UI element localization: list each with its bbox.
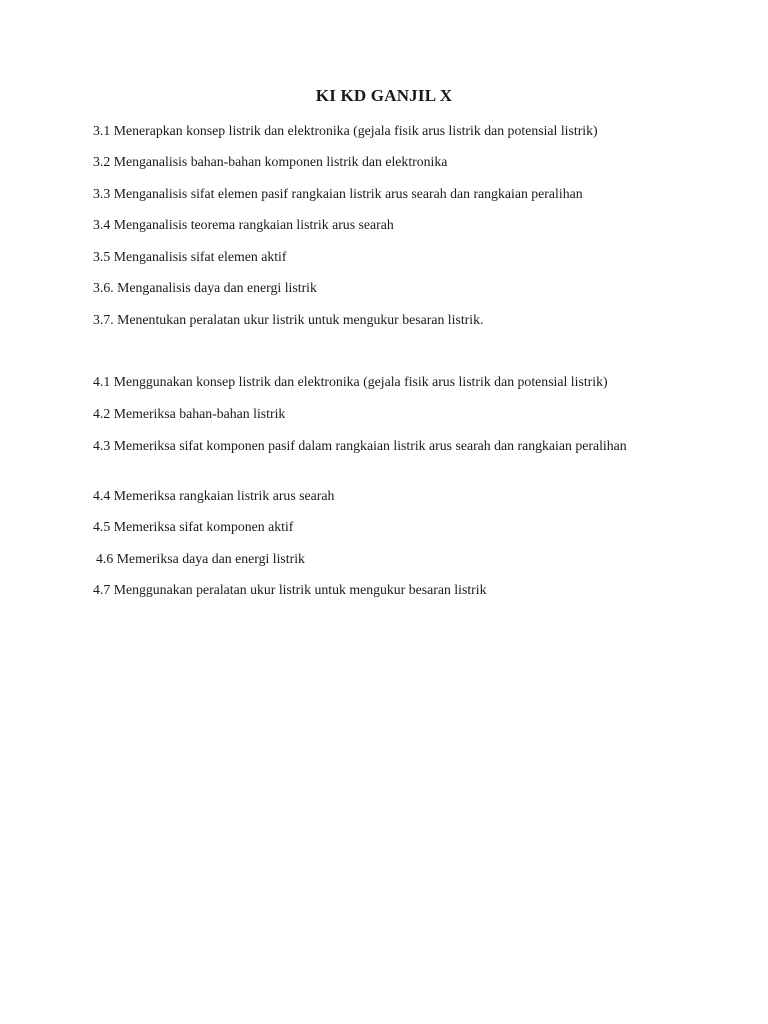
competency-4-3: 4.3 Memeriksa sifat komponen pasif dalam rangkaian listrik arus searah dan rangkaian peralihan (93, 438, 627, 453)
competency-3-7: 3.7. Menentukan peralatan ukur listrik untuk mengukur besaran listrik. (93, 312, 484, 327)
competency-3-6: 3.6. Menganalisis daya dan energi listrik (93, 280, 317, 295)
competency-3-2: 3.2 Menganalisis bahan-bahan komponen listrik dan elektronika (93, 154, 448, 169)
competency-3-3: 3.3 Menganalisis sifat elemen pasif rangkaian listrik arus searah dan rangkaian peralihan (93, 186, 583, 201)
competency-4-1: 4.1 Menggunakan konsep listrik dan elektronika (gejala fisik arus listrik dan potensial listrik) (93, 374, 608, 389)
competency-4-4: 4.4 Memeriksa rangkaian listrik arus searah (93, 488, 335, 503)
competency-3-5: 3.5 Menganalisis sifat elemen aktif (93, 249, 287, 264)
competency-4-7: 4.7 Menggunakan peralatan ukur listrik untuk mengukur besaran listrik (93, 582, 487, 597)
competency-4-6: 4.6 Memeriksa daya dan energi listrik (96, 551, 305, 566)
competency-3-4: 3.4 Menganalisis teorema rangkaian listrik arus searah (93, 217, 394, 232)
document-title: KI KD GANJIL X (315, 86, 453, 105)
competency-4-2: 4.2 Memeriksa bahan-bahan listrik (93, 406, 286, 421)
competency-3-1: 3.1 Menerapkan konsep listrik dan elektronika (gejala fisik arus listrik dan potensial listrik) (93, 123, 598, 138)
competency-4-5: 4.5 Memeriksa sifat komponen aktif (93, 519, 294, 534)
